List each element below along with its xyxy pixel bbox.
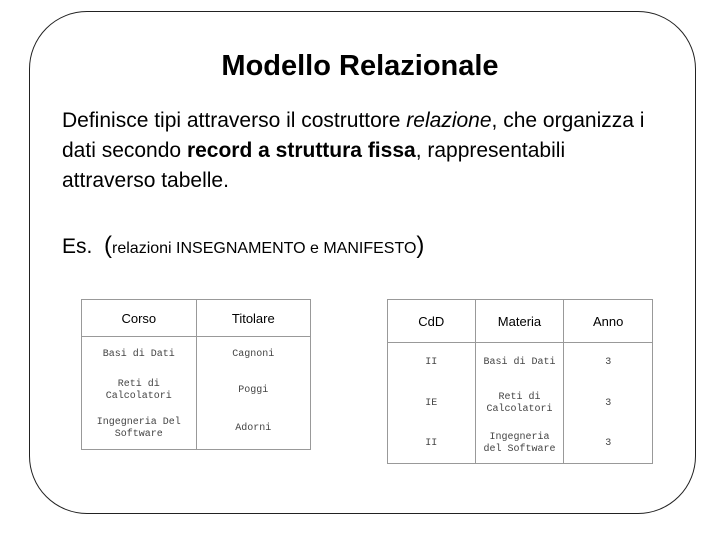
slide-title: Modello Relazionale — [221, 50, 499, 82]
table-row — [388, 343, 653, 384]
cell-titolare: Poggi — [196, 373, 310, 409]
table-insegnamento — [81, 299, 311, 450]
cell-cdd: II — [388, 343, 476, 384]
para-bold-term: record a struttura fissa — [186, 139, 416, 162]
cell-anno: 3 — [564, 425, 653, 464]
table-manifesto — [387, 299, 653, 464]
cell-corso: Reti di Calcolatori — [82, 373, 197, 409]
example-line — [62, 232, 424, 260]
header-anno: Anno — [564, 300, 653, 343]
cell-titolare: Adorni — [196, 409, 310, 450]
header-corso: Corso — [82, 300, 197, 337]
cell-titolare: Cagnoni — [196, 337, 310, 374]
cell-corso: Basi di Dati — [82, 337, 197, 374]
table-row — [82, 409, 311, 450]
cell-materia: Reti di Calcolatori — [475, 383, 564, 425]
example-open-paren: ( — [104, 232, 113, 259]
table-header-row — [82, 300, 311, 337]
cell-cdd: IE — [388, 383, 476, 425]
table-row — [82, 337, 311, 374]
cell-corso: Ingegneria Del Software — [82, 409, 197, 450]
example-note: relazioni INSEGNAMENTO e MANIFESTO — [112, 240, 417, 257]
definition-paragraph — [62, 106, 662, 196]
header-cdd: CdD — [388, 300, 476, 343]
table-row — [388, 383, 653, 425]
para-text-1: Definisce tipi attraverso il costruttore — [62, 109, 407, 132]
para-text-3: , rappresentabili attraverso tabelle. — [62, 139, 566, 192]
cell-cdd: II — [388, 425, 476, 464]
example-close-paren: ) — [416, 232, 425, 259]
table-row — [82, 373, 311, 409]
cell-materia: Ingegneria del Software — [475, 425, 564, 464]
cell-anno: 3 — [564, 343, 653, 384]
header-titolare: Titolare — [196, 300, 310, 337]
header-materia: Materia — [475, 300, 564, 343]
para-italic-term: relazione — [406, 109, 492, 132]
example-prefix: Es. — [62, 235, 93, 258]
para-text-2: , che organizza i dati secondo — [62, 109, 645, 162]
cell-anno: 3 — [564, 383, 653, 425]
cell-materia: Basi di Dati — [475, 343, 564, 384]
table-row — [388, 425, 653, 464]
table-header-row — [388, 300, 653, 343]
